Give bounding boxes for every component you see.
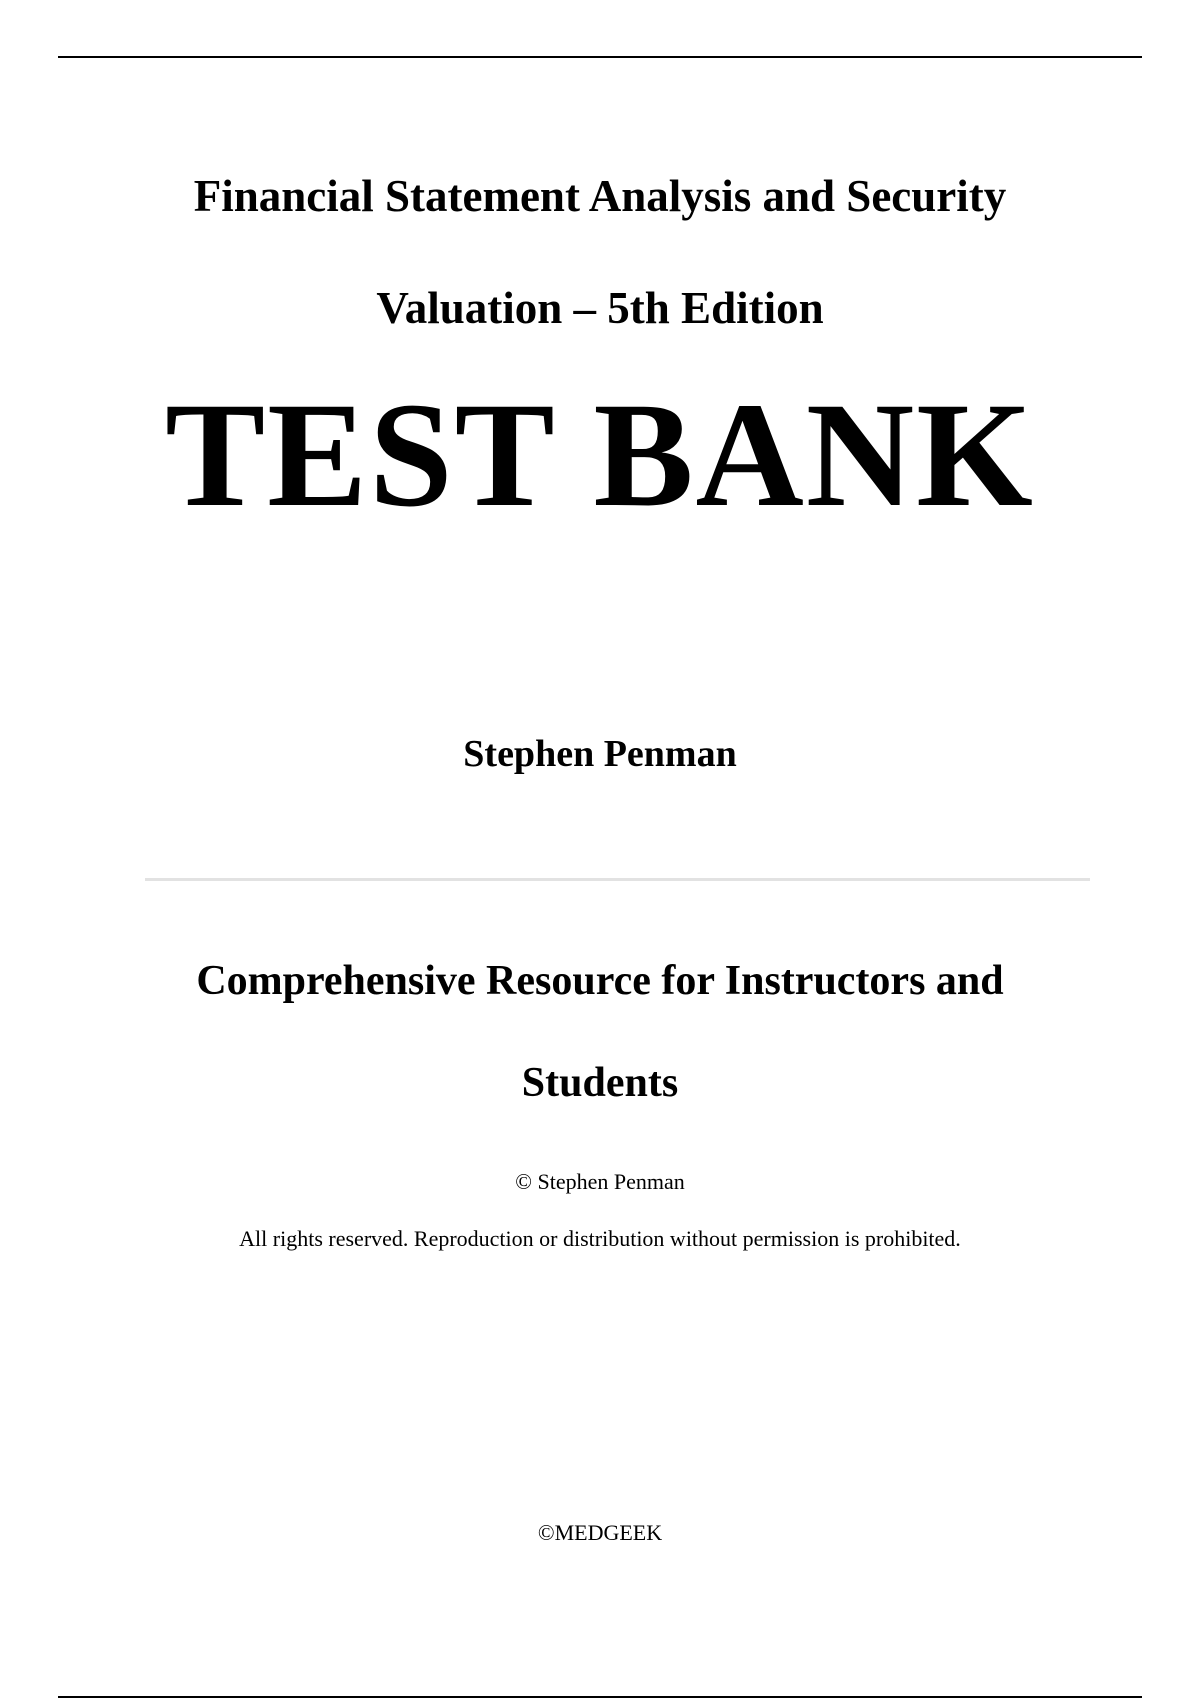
- book-title-line-2: Valuation – 5th Edition: [376, 283, 824, 333]
- bottom-rule: [58, 1696, 1142, 1698]
- section-divider: [145, 878, 1090, 881]
- top-rule: [58, 56, 1142, 58]
- subtitle-line-1: Comprehensive Resource for Instructors and: [196, 958, 1004, 1004]
- test-bank-heading: TEST BANK: [165, 372, 1035, 538]
- subtitle-line-2: Students: [521, 1060, 679, 1106]
- book-title-line-1: Financial Statement Analysis and Security: [193, 171, 1007, 221]
- publisher-watermark: ©MEDGEEK: [537, 1520, 663, 1545]
- copyright-notice: © Stephen Penman: [515, 1169, 685, 1194]
- book-title: [0, 140, 1200, 364]
- rights-notice: All rights reserved. Reproduction or distribution without permission is prohibited.: [239, 1226, 961, 1251]
- author-name: Stephen Penman: [463, 733, 737, 775]
- subtitle: [0, 930, 1200, 1134]
